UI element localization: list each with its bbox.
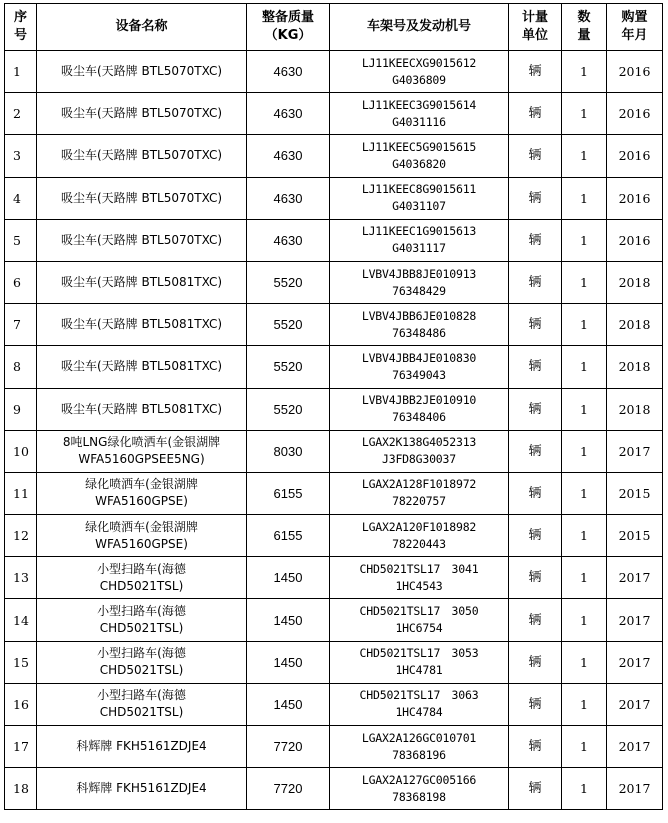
cell-vin-engine-number-line: G4031107 bbox=[392, 199, 446, 214]
cell-equipment-name bbox=[37, 388, 247, 430]
cell-vin-engine-number-line: LJ11KEEC5G9015615 bbox=[361, 139, 477, 154]
header-year: 购置 年月 bbox=[607, 4, 663, 51]
cell-seq: 11 bbox=[5, 472, 37, 514]
cell-vin-engine-number bbox=[330, 51, 509, 93]
cell-vin-engine-number-line: 78368196 bbox=[392, 747, 446, 762]
cell-vin-engine-number bbox=[330, 515, 509, 557]
table-row bbox=[5, 557, 663, 599]
cell-unit: 辆 bbox=[509, 93, 562, 135]
cell-seq: 7 bbox=[5, 304, 37, 346]
table-row bbox=[5, 304, 663, 346]
cell-vin-engine-number-line: G4036809 bbox=[392, 72, 446, 87]
cell-vin-engine-number bbox=[330, 93, 509, 135]
cell-seq: 10 bbox=[5, 430, 37, 472]
table-row bbox=[5, 346, 663, 388]
cell-purchase-year: 2017 bbox=[607, 726, 663, 768]
cell-vin-engine-number-line: LGAX2A127GC005166 bbox=[361, 772, 477, 787]
cell-unit: 辆 bbox=[509, 219, 562, 261]
cell-equipment-name bbox=[37, 51, 247, 93]
cell-vin-engine-number bbox=[330, 472, 509, 514]
cell-quantity: 1 bbox=[562, 726, 607, 768]
cell-purchase-year: 2017 bbox=[607, 557, 663, 599]
cell-purchase-year: 2017 bbox=[607, 641, 663, 683]
cell-quantity: 1 bbox=[562, 683, 607, 725]
cell-vin-engine-number-line: 76348406 bbox=[392, 410, 446, 425]
table-body bbox=[5, 51, 663, 810]
cell-equipment-name-line: CHD5021TSL) bbox=[99, 621, 184, 636]
cell-unit: 辆 bbox=[509, 726, 562, 768]
cell-curb-mass: 7720 bbox=[247, 726, 330, 768]
cell-curb-mass: 5520 bbox=[247, 261, 330, 303]
cell-curb-mass: 5520 bbox=[247, 346, 330, 388]
cell-seq: 8 bbox=[5, 346, 37, 388]
cell-equipment-name-line: 吸尘车(天路牌 BTL5081TXC) bbox=[60, 317, 223, 332]
cell-quantity: 1 bbox=[562, 304, 607, 346]
cell-quantity: 1 bbox=[562, 515, 607, 557]
table-row bbox=[5, 177, 663, 219]
cell-quantity: 1 bbox=[562, 177, 607, 219]
cell-unit: 辆 bbox=[509, 51, 562, 93]
cell-quantity: 1 bbox=[562, 135, 607, 177]
table-row bbox=[5, 93, 663, 135]
cell-vin-engine-number-line: G4036820 bbox=[392, 156, 446, 171]
cell-purchase-year: 2015 bbox=[607, 515, 663, 557]
cell-unit: 辆 bbox=[509, 557, 562, 599]
cell-unit: 辆 bbox=[509, 641, 562, 683]
cell-vin-engine-number-line: LVBV4JBB4JE010830 bbox=[361, 350, 477, 365]
table-row bbox=[5, 219, 663, 261]
cell-seq: 14 bbox=[5, 599, 37, 641]
cell-vin-engine-number bbox=[330, 304, 509, 346]
cell-curb-mass: 4630 bbox=[247, 135, 330, 177]
cell-vin-engine-number-line: LJ11KEEC3G9015614 bbox=[361, 97, 477, 112]
cell-vin-engine-number bbox=[330, 135, 509, 177]
cell-equipment-name-line: CHD5021TSL) bbox=[99, 578, 184, 593]
cell-vin-engine-number-line: G4031116 bbox=[392, 114, 446, 129]
cell-equipment-name-line: WFA5160GPSEE5NG) bbox=[78, 452, 205, 467]
cell-quantity: 1 bbox=[562, 388, 607, 430]
cell-equipment-name-line: 吸尘车(天路牌 BTL5070TXC) bbox=[60, 190, 223, 205]
cell-seq: 5 bbox=[5, 219, 37, 261]
cell-equipment-name-line: 吸尘车(天路牌 BTL5070TXC) bbox=[60, 148, 223, 163]
cell-vin-engine-number-line: G4031117 bbox=[392, 241, 446, 256]
cell-equipment-name-line: 绿化喷洒车(金银湖牌 bbox=[85, 477, 198, 492]
cell-seq: 15 bbox=[5, 641, 37, 683]
header-vin: 车架号及发动机号 bbox=[330, 4, 509, 51]
cell-vin-engine-number-line: 76348429 bbox=[392, 283, 446, 298]
cell-vin-engine-number-line: 1HC6754 bbox=[395, 621, 443, 636]
cell-curb-mass: 6155 bbox=[247, 472, 330, 514]
cell-vin-engine-number bbox=[330, 430, 509, 472]
table-row bbox=[5, 135, 663, 177]
cell-vin-engine-number bbox=[330, 557, 509, 599]
cell-vin-engine-number-line: 78220757 bbox=[392, 494, 446, 509]
cell-purchase-year: 2015 bbox=[607, 472, 663, 514]
cell-vin-engine-number-line: 78220443 bbox=[392, 536, 446, 551]
cell-vin-engine-number-line: LGAX2A128F1018972 bbox=[361, 477, 477, 492]
cell-vin-engine-number-line: LJ11KEEC8G9015611 bbox=[361, 182, 477, 197]
cell-equipment-name-line: 小型扫路车(海德 bbox=[97, 604, 186, 619]
cell-vin-engine-number-line: CHD5021TSL17 3041 bbox=[359, 561, 479, 576]
cell-vin-engine-number bbox=[330, 768, 509, 810]
cell-equipment-name bbox=[37, 557, 247, 599]
cell-vin-engine-number bbox=[330, 346, 509, 388]
cell-curb-mass: 4630 bbox=[247, 51, 330, 93]
cell-seq: 16 bbox=[5, 683, 37, 725]
cell-purchase-year: 2017 bbox=[607, 683, 663, 725]
cell-unit: 辆 bbox=[509, 768, 562, 810]
cell-equipment-name bbox=[37, 641, 247, 683]
cell-unit: 辆 bbox=[509, 388, 562, 430]
cell-vin-engine-number-line: 78368198 bbox=[392, 789, 446, 804]
cell-equipment-name-line: 科辉牌 FKH5161ZDJE4 bbox=[76, 739, 207, 754]
cell-equipment-name bbox=[37, 515, 247, 557]
cell-seq: 4 bbox=[5, 177, 37, 219]
cell-quantity: 1 bbox=[562, 472, 607, 514]
cell-equipment-name-line: 吸尘车(天路牌 BTL5070TXC) bbox=[60, 64, 223, 79]
table-row bbox=[5, 768, 663, 810]
cell-unit: 辆 bbox=[509, 261, 562, 303]
cell-purchase-year: 2017 bbox=[607, 599, 663, 641]
cell-equipment-name bbox=[37, 726, 247, 768]
cell-seq: 6 bbox=[5, 261, 37, 303]
cell-equipment-name-line: 科辉牌 FKH5161ZDJE4 bbox=[76, 781, 207, 796]
cell-vin-engine-number-line: LGAX2A120F1018982 bbox=[361, 519, 477, 534]
cell-vin-engine-number-line: LGAX2K138G4052313 bbox=[361, 435, 477, 450]
cell-vin-engine-number-line: LVBV4JBB6JE010828 bbox=[361, 308, 477, 323]
cell-equipment-name-line: WFA5160GPSE) bbox=[95, 536, 188, 551]
cell-unit: 辆 bbox=[509, 135, 562, 177]
cell-vin-engine-number-line: 76349043 bbox=[392, 367, 446, 382]
cell-curb-mass: 4630 bbox=[247, 177, 330, 219]
cell-quantity: 1 bbox=[562, 768, 607, 810]
header-mass: 整备质量 （KG） bbox=[247, 4, 330, 51]
cell-unit: 辆 bbox=[509, 346, 562, 388]
table-row bbox=[5, 51, 663, 93]
cell-vin-engine-number-line: J3FD8G30037 bbox=[382, 452, 456, 467]
cell-quantity: 1 bbox=[562, 261, 607, 303]
cell-equipment-name bbox=[37, 768, 247, 810]
table-row bbox=[5, 472, 663, 514]
table-row bbox=[5, 261, 663, 303]
cell-quantity: 1 bbox=[562, 219, 607, 261]
cell-equipment-name-line: 小型扫路车(海德 bbox=[97, 688, 186, 703]
cell-vin-engine-number-line: 76348486 bbox=[392, 325, 446, 340]
cell-curb-mass: 6155 bbox=[247, 515, 330, 557]
cell-vin-engine-number bbox=[330, 599, 509, 641]
cell-purchase-year: 2016 bbox=[607, 93, 663, 135]
cell-vin-engine-number-line: LJ11KEEC1G9015613 bbox=[361, 224, 477, 239]
header-unit: 计量 单位 bbox=[509, 4, 562, 51]
cell-vin-engine-number-line: CHD5021TSL17 3063 bbox=[359, 688, 479, 703]
cell-equipment-name-line: 小型扫路车(海德 bbox=[97, 646, 186, 661]
cell-unit: 辆 bbox=[509, 304, 562, 346]
cell-equipment-name bbox=[37, 304, 247, 346]
cell-quantity: 1 bbox=[562, 51, 607, 93]
cell-equipment-name bbox=[37, 346, 247, 388]
cell-vin-engine-number-line: LVBV4JBB2JE010910 bbox=[361, 393, 477, 408]
cell-quantity: 1 bbox=[562, 599, 607, 641]
header-qty: 数 量 bbox=[562, 4, 607, 51]
cell-unit: 辆 bbox=[509, 599, 562, 641]
cell-equipment-name-line: CHD5021TSL) bbox=[99, 705, 184, 720]
cell-seq: 18 bbox=[5, 768, 37, 810]
cell-equipment-name-line: 小型扫路车(海德 bbox=[97, 561, 186, 576]
cell-curb-mass: 1450 bbox=[247, 599, 330, 641]
table-row bbox=[5, 599, 663, 641]
cell-vin-engine-number-line: 1HC4543 bbox=[395, 578, 443, 593]
cell-unit: 辆 bbox=[509, 430, 562, 472]
cell-equipment-name-line: 吸尘车(天路牌 BTL5070TXC) bbox=[60, 232, 223, 247]
cell-curb-mass: 5520 bbox=[247, 388, 330, 430]
cell-seq: 17 bbox=[5, 726, 37, 768]
table-row bbox=[5, 430, 663, 472]
cell-equipment-name bbox=[37, 599, 247, 641]
cell-curb-mass: 1450 bbox=[247, 557, 330, 599]
cell-seq: 1 bbox=[5, 51, 37, 93]
header-seq: 序 号 bbox=[5, 4, 37, 51]
cell-purchase-year: 2016 bbox=[607, 177, 663, 219]
cell-equipment-name bbox=[37, 177, 247, 219]
cell-equipment-name bbox=[37, 472, 247, 514]
cell-vin-engine-number-line: LVBV4JBB8JE010913 bbox=[361, 266, 477, 281]
table-row bbox=[5, 388, 663, 430]
cell-vin-engine-number-line: 1HC4784 bbox=[395, 705, 443, 720]
cell-purchase-year: 2016 bbox=[607, 219, 663, 261]
cell-equipment-name-line: 绿化喷洒车(金银湖牌 bbox=[85, 519, 198, 534]
cell-vin-engine-number-line: CHD5021TSL17 3050 bbox=[359, 604, 479, 619]
cell-purchase-year: 2016 bbox=[607, 51, 663, 93]
cell-equipment-name-line: 吸尘车(天路牌 BTL5081TXC) bbox=[60, 359, 223, 374]
cell-equipment-name bbox=[37, 219, 247, 261]
cell-purchase-year: 2018 bbox=[607, 304, 663, 346]
cell-quantity: 1 bbox=[562, 93, 607, 135]
cell-equipment-name-line: 吸尘车(天路牌 BTL5081TXC) bbox=[60, 401, 223, 416]
cell-quantity: 1 bbox=[562, 430, 607, 472]
cell-equipment-name-line: CHD5021TSL) bbox=[99, 663, 184, 678]
cell-seq: 3 bbox=[5, 135, 37, 177]
cell-vin-engine-number bbox=[330, 219, 509, 261]
cell-unit: 辆 bbox=[509, 515, 562, 557]
cell-curb-mass: 1450 bbox=[247, 683, 330, 725]
cell-curb-mass: 4630 bbox=[247, 219, 330, 261]
cell-vin-engine-number bbox=[330, 726, 509, 768]
cell-curb-mass: 5520 bbox=[247, 304, 330, 346]
cell-seq: 12 bbox=[5, 515, 37, 557]
cell-equipment-name bbox=[37, 430, 247, 472]
cell-vin-engine-number bbox=[330, 177, 509, 219]
cell-seq: 2 bbox=[5, 93, 37, 135]
cell-vin-engine-number bbox=[330, 641, 509, 683]
cell-vin-engine-number-line: LJ11KEECXG9015612 bbox=[361, 55, 477, 70]
table-row bbox=[5, 683, 663, 725]
cell-purchase-year: 2017 bbox=[607, 430, 663, 472]
cell-curb-mass: 4630 bbox=[247, 93, 330, 135]
cell-equipment-name bbox=[37, 93, 247, 135]
cell-unit: 辆 bbox=[509, 472, 562, 514]
cell-quantity: 1 bbox=[562, 557, 607, 599]
cell-unit: 辆 bbox=[509, 683, 562, 725]
table-row bbox=[5, 641, 663, 683]
cell-purchase-year: 2016 bbox=[607, 135, 663, 177]
cell-purchase-year: 2018 bbox=[607, 261, 663, 303]
table-row bbox=[5, 726, 663, 768]
cell-curb-mass: 1450 bbox=[247, 641, 330, 683]
cell-equipment-name bbox=[37, 261, 247, 303]
cell-equipment-name bbox=[37, 683, 247, 725]
table-row bbox=[5, 515, 663, 557]
cell-quantity: 1 bbox=[562, 346, 607, 388]
cell-equipment-name-line: 吸尘车(天路牌 BTL5081TXC) bbox=[60, 275, 223, 290]
header-name: 设备名称 bbox=[37, 4, 247, 51]
cell-seq: 9 bbox=[5, 388, 37, 430]
cell-vin-engine-number-line: 1HC4781 bbox=[395, 663, 443, 678]
cell-vin-engine-number bbox=[330, 388, 509, 430]
cell-equipment-name-line: 吸尘车(天路牌 BTL5070TXC) bbox=[60, 106, 223, 121]
cell-equipment-name-line: WFA5160GPSE) bbox=[95, 494, 188, 509]
cell-vin-engine-number-line: CHD5021TSL17 3053 bbox=[359, 646, 479, 661]
cell-purchase-year: 2018 bbox=[607, 388, 663, 430]
cell-vin-engine-number bbox=[330, 261, 509, 303]
cell-quantity: 1 bbox=[562, 641, 607, 683]
cell-equipment-name-line: 8吨LNG绿化喷洒车(金银湖牌 bbox=[62, 435, 221, 450]
cell-vin-engine-number-line: LGAX2A126GC010701 bbox=[361, 730, 477, 745]
cell-unit: 辆 bbox=[509, 177, 562, 219]
header-row bbox=[5, 4, 663, 51]
cell-purchase-year: 2017 bbox=[607, 768, 663, 810]
cell-curb-mass: 8030 bbox=[247, 430, 330, 472]
cell-seq: 13 bbox=[5, 557, 37, 599]
cell-equipment-name bbox=[37, 135, 247, 177]
cell-purchase-year: 2018 bbox=[607, 346, 663, 388]
equipment-table bbox=[4, 3, 663, 810]
cell-curb-mass: 7720 bbox=[247, 768, 330, 810]
cell-vin-engine-number bbox=[330, 683, 509, 725]
